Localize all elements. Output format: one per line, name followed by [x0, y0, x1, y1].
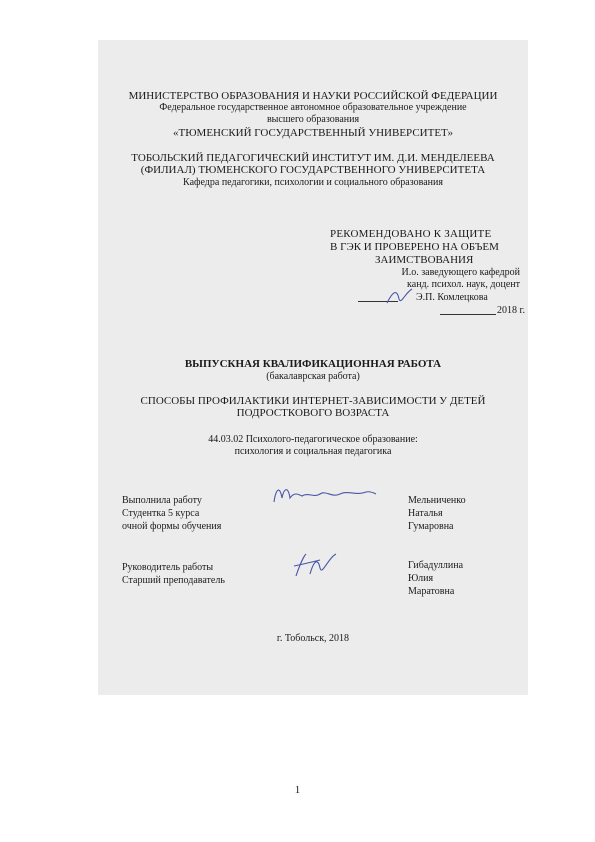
- approval-line-1: РЕКОМЕНДОВАНО К ЗАЩИТЕ: [330, 228, 492, 240]
- student-label-1: Выполнила работу: [122, 495, 202, 506]
- page-number: 1: [294, 784, 301, 796]
- program-line-2: психология и социальная педагогика: [234, 446, 392, 457]
- university-line: «ТЮМЕНСКИЙ ГОСУДАРСТВЕННЫЙ УНИВЕРСИТЕТ»: [173, 127, 453, 139]
- institution-type-line: Федеральное государственное автономное образовательное учреждение: [159, 102, 467, 113]
- approval-degree: канд. психол. наук, доцент: [407, 279, 520, 290]
- student-label-3: очной формы обучения: [122, 521, 222, 532]
- city-year: г. Тобольск, 2018: [276, 633, 350, 644]
- department-line: Кафедра педагогики, психологии и социального образования: [183, 177, 443, 188]
- student-name: Наталья: [408, 508, 443, 519]
- approval-line-2: В ГЭК И ПРОВЕРЕНО НА ОБЪЕМ: [330, 241, 499, 253]
- student-label-2: Студентка 5 курса: [122, 508, 200, 519]
- supervisor-surname: Гибадуллина: [408, 560, 464, 571]
- work-title-line-2: ПОДРОСТКОВОГО ВОЗРАСТА: [236, 407, 390, 419]
- ministry-line: МИНИСТЕРСТВО ОБРАЗОВАНИЯ И НАУКИ РОССИЙСКОЙ ФЕДЕРАЦИИ: [128, 90, 498, 102]
- student-patronymic: Гумаровна: [408, 521, 454, 532]
- institute-line: ТОБОЛЬСКИЙ ПЕДАГОГИЧЕСКИЙ ИНСТИТУТ ИМ. Д.И. МЕНДЕЛЕЕВА: [131, 152, 495, 164]
- student-signature: [270, 482, 378, 508]
- supervisor-label-2: Старший преподаватель: [122, 575, 225, 586]
- supervisor-signature: [290, 550, 340, 580]
- approval-signature: [385, 285, 415, 307]
- approval-date-line: [440, 314, 496, 315]
- work-type: ВЫПУСКНАЯ КВАЛИФИКАЦИОННАЯ РАБОТА: [184, 358, 442, 370]
- approval-position: И.о. заведующего кафедрой: [401, 267, 520, 278]
- branch-line: (ФИЛИАЛ) ТЮМЕНСКОГО ГОСУДАРСТВЕННОГО УНИВЕРСИТЕТА: [140, 164, 486, 176]
- supervisor-patronymic: Маратовна: [408, 586, 455, 597]
- work-title-line-1: СПОСОБЫ ПРОФИЛАКТИКИ ИНТЕРНЕТ-ЗАВИСИМОСТИ У ДЕТЕЙ: [140, 395, 486, 407]
- approval-name: Э.П. Комлецкова: [416, 292, 488, 303]
- supervisor-label-1: Руководитель работы: [122, 562, 214, 573]
- program-line-1: 44.03.02 Психолого-педагогическое образование:: [208, 434, 418, 445]
- approval-line-3: ЗАИМСТВОВАНИЯ: [375, 254, 474, 266]
- student-surname: Мельниченко: [408, 495, 466, 506]
- work-level: (бакалаврская работа): [266, 371, 360, 382]
- supervisor-name: Юлия: [408, 573, 434, 584]
- approval-date: 2018 г.: [497, 305, 525, 316]
- institution-level-line: высшего образования: [266, 114, 360, 125]
